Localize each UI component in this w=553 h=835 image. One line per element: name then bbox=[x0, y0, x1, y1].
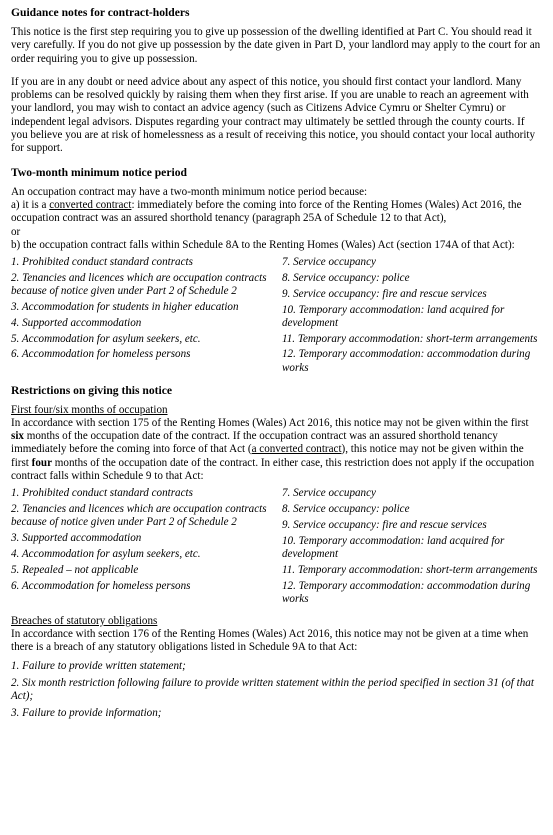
list-item: 2. Six month restriction following failure to provide written statement within the period specified in section 31 (of that Act); bbox=[11, 676, 534, 703]
list-item: 7. Service occupancy bbox=[282, 487, 376, 500]
guidance-paragraph-1: This notice is the first step requiring you to give up possession of the dwelling identified at Part C. You should read it very carefully. If you do not give up possession by the date given in Part D, your landlord may apply to the court for an order requiring you to give up possession. bbox=[11, 26, 541, 65]
list-item: 1. Prohibited conduct standard contracts bbox=[11, 256, 193, 269]
first-months-subheading: First four/six months of occupation bbox=[11, 403, 168, 416]
converted-contract-term: a converted contract bbox=[251, 443, 342, 456]
list-item: 4. Supported accommodation bbox=[11, 316, 142, 329]
list-item: 12. Temporary accommodation: accommodation during works bbox=[282, 579, 531, 605]
list-item: 5. Accommodation for asylum seekers, etc. bbox=[11, 332, 201, 345]
converted-contract-term: converted contract bbox=[49, 198, 132, 211]
restrictions-paragraph-1: In accordance with section 175 of the Renting Homes (Wales) Act 2016, this notice may not be given within the first six months of the occupation date of the contract. If the occupation contract was an assured shorthold tenancy immediately before the coming into force of that Act (a converted contract), this notice may not be given within the first four months of the occupation date of the contract. In either case, this restriction does not apply if the occupation contract falls within Schedule 9 to that Act: bbox=[11, 416, 535, 483]
restrictions-heading: Restrictions on giving this notice bbox=[11, 383, 173, 397]
list-item: 2. Tenancies and licences which are occupation contracts because of notice given under Part 2 of Schedule 2 bbox=[11, 271, 267, 298]
list-item: 3. Accommodation for students in higher education bbox=[11, 301, 239, 314]
list-item: 1. Prohibited conduct standard contracts bbox=[11, 487, 193, 500]
two-month-or: or bbox=[11, 225, 21, 238]
two-month-point-a: a) it is a converted contract: immediately before the coming into force of the Renting Homes (Wales) Act 2016, the occupation contract was an assured shorthold tenancy (paragraph 25A of Schedule 12 to that Act), bbox=[11, 198, 522, 225]
list-item: 6. Accommodation for homeless persons bbox=[11, 579, 191, 592]
guidance-heading: Guidance notes for contract-holders bbox=[11, 6, 190, 19]
list-item: 9. Service occupancy: fire and rescue services bbox=[282, 518, 487, 531]
schedule-9a-list bbox=[11, 660, 542, 721]
list-item: 4. Accommodation for asylum seekers, etc. bbox=[11, 548, 201, 560]
list-item: 1. Failure to provide written statement; bbox=[11, 659, 186, 672]
list-item: 10. Temporary accommodation: land acquired for development bbox=[282, 303, 505, 329]
list-item: 6. Accommodation for homeless persons bbox=[11, 348, 191, 361]
schedule-8a-left-column bbox=[11, 256, 282, 377]
schedule-9-list bbox=[11, 487, 542, 608]
list-item: 3. Supported accommodation bbox=[11, 532, 142, 545]
list-item: 5. Repealed – not applicable bbox=[11, 563, 139, 576]
schedule-9-right-column bbox=[282, 487, 542, 608]
list-item: 8. Service occupancy: police bbox=[282, 271, 410, 284]
schedule-8a-list bbox=[11, 256, 542, 377]
two-month-heading: Two-month minimum notice period bbox=[11, 165, 187, 179]
list-item: 7. Service occupancy bbox=[282, 256, 376, 269]
list-item: 10. Temporary accommodation: land acquired for development bbox=[282, 534, 505, 560]
list-item: 3. Failure to provide information; bbox=[11, 707, 162, 720]
list-item: 12. Temporary accommodation: accommodation during works bbox=[282, 348, 531, 374]
breaches-paragraph: In accordance with section 176 of the Renting Homes (Wales) Act 2016, this notice may not be given at a time when there is a breach of any statutory obligations listed in Schedule 9A to that Act: bbox=[11, 627, 529, 654]
list-item: 2. Tenancies and licences which are occupation contracts because of notice given under Part 2 of Schedule 2 bbox=[11, 503, 267, 529]
two-month-intro: An occupation contract may have a two-month minimum notice period because: bbox=[11, 185, 368, 198]
breaches-subheading: Breaches of statutory obligations bbox=[11, 614, 158, 627]
list-item: 11. Temporary accommodation: short-term arrangements bbox=[282, 332, 538, 345]
guidance-paragraph-2: If you are in any doubt or need advice about any aspect of this notice, you should first contact your landlord. Many problems can be resolved quickly by raising them when they first arise. If you are unable to reach an agreement with your landlord, you may wish to contact an advice agency (such as Citizens Advice Cymru or Shelter Cymru) or independent legal advisors. Disputes regarding your contract may ultimately be settled through the county courts. If you believe you are at risk of homelessness as a result of receiving this notice, you should contact your local authority for support. bbox=[11, 75, 536, 155]
list-item: 11. Temporary accommodation: short-term arrangements bbox=[282, 563, 538, 576]
two-month-point-b: b) the occupation contract falls within Schedule 8A to the Renting Homes (Wales) Act (section 174A of that Act): bbox=[11, 238, 515, 251]
list-item: 8. Service occupancy: police bbox=[282, 503, 410, 516]
list-item: 9. Service occupancy: fire and rescue services bbox=[282, 287, 487, 300]
schedule-9-left-column bbox=[11, 487, 282, 608]
schedule-8a-right-column bbox=[282, 256, 542, 377]
